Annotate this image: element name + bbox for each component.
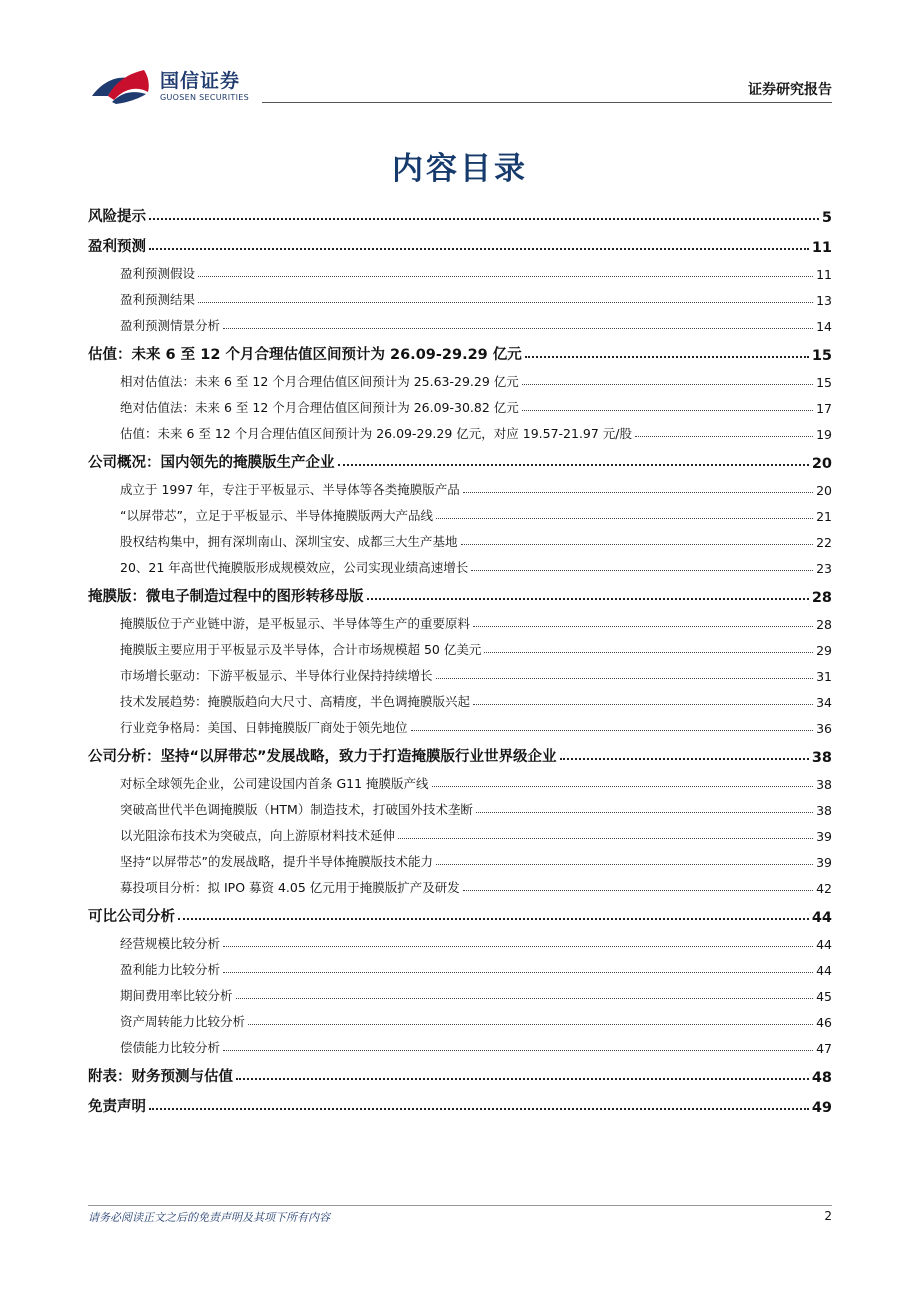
toc-entry-label: 公司分析：坚持“以屏带芯”发展战略，致力于打造掩膜版行业世界级企业 — [88, 749, 557, 765]
toc-subsection-entry[interactable] — [88, 1030, 832, 1056]
toc-subsection-entry[interactable] — [88, 792, 832, 818]
toc-entry-label: 募投项目分析：拟 IPO 募资 4.05 亿元用于掩膜版扩产及研发 — [120, 880, 460, 895]
toc-entry-page: 39 — [816, 855, 832, 870]
toc-entry-label: 公司概况：国内领先的掩膜版生产企业 — [88, 455, 335, 471]
toc-dot-leader — [223, 328, 813, 329]
toc-dot-leader — [436, 864, 813, 865]
toc-subsection-entry[interactable] — [88, 978, 832, 1004]
toc-entry-label: 掩膜版位于产业链中游，是平板显示、半导体等生产的重要原料 — [120, 616, 471, 631]
toc-dot-leader — [178, 918, 809, 920]
toc-dot-leader — [411, 730, 814, 731]
toc-section-entry[interactable] — [88, 338, 832, 364]
toc-entry-label: 20、21 年高世代掩膜版形成规模效应，公司实现业绩高速增长 — [120, 560, 469, 575]
toc-dot-leader — [248, 1024, 813, 1025]
toc-entry-label: 掩膜版：微电子制造过程中的图形转移母版 — [88, 589, 364, 605]
toc-subsection-entry[interactable] — [88, 416, 832, 442]
toc-entry-page: 38 — [811, 750, 832, 766]
toc-subsection-entry[interactable] — [88, 550, 832, 576]
toc-entry-label: 相对估值法：未来 6 至 12 个月合理估值区间预计为 25.63-29.29 亿元 — [120, 374, 519, 389]
toc-entry-label: 附表：财务预测与估值 — [88, 1069, 233, 1085]
toc-dot-leader — [432, 786, 814, 787]
toc-entry-page: 23 — [816, 561, 832, 576]
toc-section-entry[interactable] — [88, 740, 832, 766]
toc-dot-leader — [198, 302, 813, 303]
toc-entry-page: 11 — [811, 240, 832, 256]
toc-dot-leader — [223, 946, 813, 947]
toc-entry-label: 盈利预测情景分析 — [120, 318, 221, 333]
toc-dot-leader — [471, 570, 813, 571]
toc-entry-page: 14 — [816, 319, 832, 334]
toc-entry-page: 44 — [816, 937, 832, 952]
toc-entry-label: 盈利预测 — [88, 239, 146, 255]
toc-entry-page: 45 — [816, 989, 832, 1004]
toc-subsection-entry[interactable] — [88, 606, 832, 632]
toc-dot-leader — [560, 758, 809, 760]
toc-entry-page: 11 — [816, 267, 832, 282]
toc-entry-page: 5 — [821, 210, 832, 226]
table-of-contents — [88, 196, 832, 1116]
toc-subsection-entry[interactable] — [88, 364, 832, 390]
toc-subsection-entry[interactable] — [88, 1004, 832, 1030]
toc-entry-page: 46 — [816, 1015, 832, 1030]
toc-dot-leader — [522, 384, 813, 385]
toc-dot-leader — [223, 1050, 813, 1051]
toc-dot-leader — [522, 410, 813, 411]
toc-subsection-entry[interactable] — [88, 710, 832, 736]
toc-entry-page: 42 — [816, 881, 832, 896]
toc-section-entry[interactable] — [88, 200, 832, 226]
toc-entry-label: 技术发展趋势：掩膜版趋向大尺寸、高精度，半色调掩膜版兴起 — [120, 694, 471, 709]
toc-entry-page: 34 — [816, 695, 832, 710]
toc-entry-label: “以屏带芯”，立足于平板显示、半导体掩膜版两大产品线 — [120, 508, 433, 523]
toc-entry-page: 20 — [811, 456, 832, 472]
toc-dot-leader — [149, 248, 809, 250]
toc-entry-label: 盈利预测结果 — [120, 292, 196, 307]
toc-entry-page: 17 — [816, 401, 832, 416]
toc-dot-leader — [398, 838, 813, 839]
toc-entry-label: 盈利预测假设 — [120, 266, 196, 281]
toc-entry-page: 20 — [816, 483, 832, 498]
toc-entry-label: 绝对估值法：未来 6 至 12 个月合理估值区间预计为 26.09-30.82 亿元 — [120, 400, 519, 415]
toc-subsection-entry[interactable] — [88, 524, 832, 550]
toc-section-entry[interactable] — [88, 1060, 832, 1086]
toc-dot-leader — [149, 218, 819, 220]
toc-entry-label: 可比公司分析 — [88, 909, 175, 925]
logo-english-name: GUOSEN SECURITIES — [160, 93, 249, 102]
toc-entry-page: 49 — [811, 1100, 832, 1116]
page-header — [0, 0, 920, 110]
toc-subsection-entry[interactable] — [88, 870, 832, 896]
toc-section-entry[interactable] — [88, 230, 832, 256]
toc-subsection-entry[interactable] — [88, 658, 832, 684]
toc-subsection-entry[interactable] — [88, 308, 832, 334]
toc-subsection-entry[interactable] — [88, 844, 832, 870]
toc-entry-page: 13 — [816, 293, 832, 308]
toc-subsection-entry[interactable] — [88, 952, 832, 978]
toc-entry-label: 期间费用率比较分析 — [120, 988, 233, 1003]
toc-entry-page: 28 — [811, 590, 832, 606]
toc-entry-page: 31 — [816, 669, 832, 684]
toc-subsection-entry[interactable] — [88, 926, 832, 952]
toc-dot-leader — [473, 626, 813, 627]
footer-disclaimer: 请务必阅读正文之后的免责声明及其项下所有内容 — [88, 1211, 330, 1224]
toc-dot-leader — [223, 972, 813, 973]
toc-entry-label: 行业竞争格局：美国、日韩掩膜版厂商处于领先地位 — [120, 720, 408, 735]
guosen-logo-icon — [90, 66, 154, 106]
toc-subsection-entry[interactable] — [88, 766, 832, 792]
toc-dot-leader — [463, 492, 813, 493]
toc-section-entry[interactable] — [88, 900, 832, 926]
toc-dot-leader — [463, 890, 813, 891]
footer-divider — [88, 1205, 832, 1206]
toc-subsection-entry[interactable] — [88, 632, 832, 658]
toc-entry-page: 28 — [816, 617, 832, 632]
toc-entry-label: 成立于 1997 年，专注于平板显示、半导体等各类掩膜版产品 — [120, 482, 460, 497]
toc-entry-label: 免责声明 — [88, 1099, 146, 1115]
toc-entry-page: 47 — [816, 1041, 832, 1056]
toc-subsection-entry[interactable] — [88, 256, 832, 282]
company-logo — [90, 66, 260, 106]
toc-entry-page: 15 — [816, 375, 832, 390]
toc-entry-page: 36 — [816, 721, 832, 736]
toc-entry-label: 资产周转能力比较分析 — [120, 1014, 246, 1029]
toc-entry-label: 经营规模比较分析 — [120, 936, 221, 951]
toc-entry-page: 19 — [816, 427, 832, 442]
report-type-label: 证券研究报告 — [748, 82, 832, 98]
toc-entry-label: 股权结构集中，拥有深圳南山、深圳宝安、成都三大生产基地 — [120, 534, 458, 549]
toc-entry-page: 38 — [816, 777, 832, 792]
toc-dot-leader — [635, 436, 813, 437]
toc-entry-label: 掩膜版主要应用于平板显示及半导体，合计市场规模超 50 亿美元 — [120, 642, 482, 657]
toc-section-entry[interactable] — [88, 446, 832, 472]
toc-entry-page: 15 — [811, 348, 832, 364]
toc-dot-leader — [338, 464, 809, 466]
toc-entry-page: 29 — [816, 643, 832, 658]
page-number: 2 — [824, 1209, 832, 1223]
toc-entry-label: 偿债能力比较分析 — [120, 1040, 221, 1055]
header-divider — [262, 102, 832, 103]
toc-subsection-entry[interactable] — [88, 498, 832, 524]
toc-subsection-entry[interactable] — [88, 390, 832, 416]
toc-dot-leader — [473, 704, 813, 705]
toc-section-entry[interactable] — [88, 1090, 832, 1116]
toc-dot-leader — [436, 678, 814, 679]
toc-entry-label: 突破高世代半色调掩膜版（HTM）制造技术，打破国外技术垄断 — [120, 802, 473, 817]
toc-subsection-entry[interactable] — [88, 684, 832, 710]
toc-entry-label: 估值：未来 6 至 12 个月合理估值区间预计为 26.09-29.29 亿元 — [88, 347, 522, 363]
toc-entry-page: 44 — [811, 910, 832, 926]
toc-section-entry[interactable] — [88, 580, 832, 606]
toc-entry-label: 坚持“以屏带芯”的发展战略，提升半导体掩膜版技术能力 — [120, 854, 433, 869]
toc-dot-leader — [149, 1108, 809, 1110]
toc-dot-leader — [236, 1078, 809, 1080]
toc-entry-label: 风险提示 — [88, 209, 146, 225]
toc-dot-leader — [367, 598, 809, 600]
toc-entry-page: 22 — [816, 535, 832, 550]
toc-subsection-entry[interactable] — [88, 818, 832, 844]
toc-entry-page: 44 — [816, 963, 832, 978]
toc-entry-label: 市场增长驱动：下游平板显示、半导体行业保持持续增长 — [120, 668, 433, 683]
toc-entry-page: 38 — [816, 803, 832, 818]
toc-subsection-entry[interactable] — [88, 282, 832, 308]
toc-entry-label: 对标全球领先企业，公司建设国内首条 G11 掩膜版产线 — [120, 776, 429, 791]
toc-entry-page: 21 — [816, 509, 832, 524]
toc-dot-leader — [436, 518, 813, 519]
toc-entry-label: 盈利能力比较分析 — [120, 962, 221, 977]
toc-dot-leader — [236, 998, 814, 999]
toc-dot-leader — [525, 356, 809, 358]
toc-entry-label: 以光阻涂布技术为突破点，向上游原材料技术延伸 — [120, 828, 396, 843]
toc-dot-leader — [198, 276, 813, 277]
toc-dot-leader — [476, 812, 813, 813]
logo-chinese-name: 国信证券 — [160, 70, 241, 92]
toc-title: 内容目录 — [392, 151, 528, 187]
toc-entry-label: 估值：未来 6 至 12 个月合理估值区间预计为 26.09-29.29 亿元，对应 19.57-21.97 元/股 — [120, 426, 633, 441]
toc-subsection-entry[interactable] — [88, 472, 832, 498]
toc-dot-leader — [484, 652, 813, 653]
toc-entry-page: 39 — [816, 829, 832, 844]
toc-entry-page: 48 — [811, 1070, 832, 1086]
toc-dot-leader — [461, 544, 814, 545]
